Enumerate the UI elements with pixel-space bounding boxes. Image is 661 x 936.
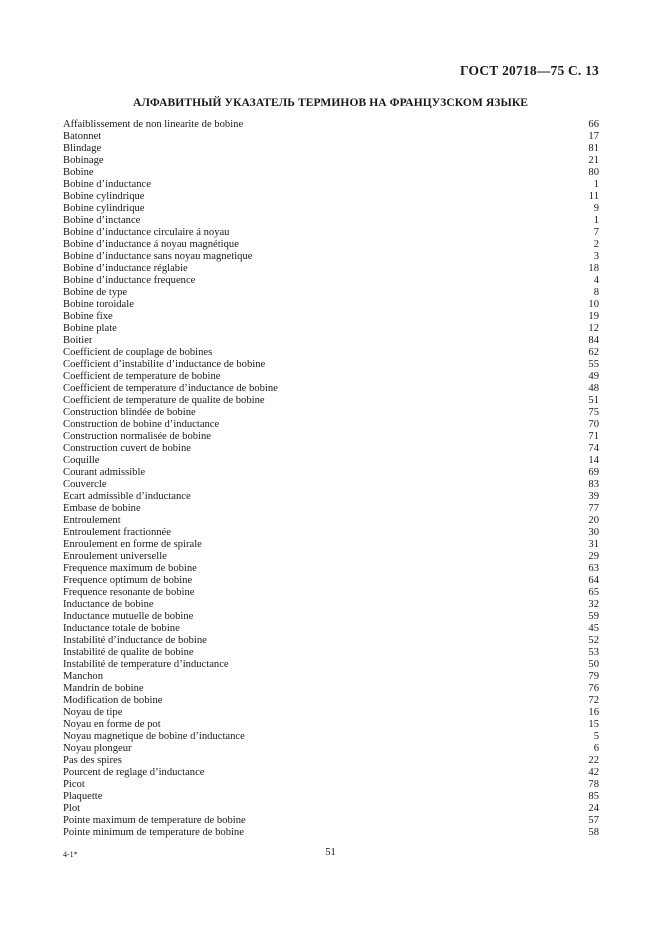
index-term-number: 29 bbox=[588, 551, 599, 562]
index-term: Enroulement universelle bbox=[63, 551, 167, 562]
index-entry bbox=[63, 659, 599, 671]
index-term: Bobine bbox=[63, 167, 94, 178]
index-term: Noyau plongeur bbox=[63, 743, 132, 754]
index-term: Bobine d’inctance bbox=[63, 215, 141, 226]
index-term: Ecart admissible d’inductance bbox=[63, 491, 191, 502]
index-term-number: 31 bbox=[588, 539, 599, 550]
index-term-number: 76 bbox=[588, 683, 599, 694]
index-term-number: 45 bbox=[588, 623, 599, 634]
index-entry bbox=[63, 815, 599, 827]
index-term-number: 79 bbox=[588, 671, 599, 682]
index-entry bbox=[63, 167, 599, 179]
index-term: Construction cuvert de bobine bbox=[63, 443, 191, 454]
index-term: Bobine de type bbox=[63, 287, 128, 298]
index-term: Plaquette bbox=[63, 791, 103, 802]
index-term: Noyau de tipe bbox=[63, 707, 123, 718]
index-term: Coefficient d’instabilite d’inductance de bobine bbox=[63, 359, 266, 370]
index-term: Pourcent de reglage d’inductance bbox=[63, 767, 205, 778]
index-entry bbox=[63, 299, 599, 311]
index-term: Embase de bobine bbox=[63, 503, 141, 514]
index-entry bbox=[63, 743, 599, 755]
index-term: Frequence maximum de bobine bbox=[63, 563, 197, 574]
index-term: Bobine d’inductance circulaire á noyau bbox=[63, 227, 230, 238]
index-entry bbox=[63, 683, 599, 695]
index-term-number: 83 bbox=[588, 479, 599, 490]
index-term-number: 24 bbox=[588, 803, 599, 814]
index-entry bbox=[63, 227, 599, 239]
index-entry bbox=[63, 119, 599, 131]
index-term: Bobine d’inductance frequence bbox=[63, 275, 196, 286]
index-term-number: 49 bbox=[588, 371, 599, 382]
index-term: Inductance mutuelle de bobine bbox=[63, 611, 194, 622]
index-term-number: 30 bbox=[588, 527, 599, 538]
index-entry bbox=[63, 431, 599, 443]
index-term: Instabilité d’inductance de bobine bbox=[63, 635, 207, 646]
index-term: Enroulement en forme de spirale bbox=[63, 539, 202, 550]
index-entry bbox=[63, 767, 599, 779]
index-term-number: 65 bbox=[588, 587, 599, 598]
index-term: Pointe maximum de temperature de bobine bbox=[63, 815, 246, 826]
index-term-number: 15 bbox=[588, 719, 599, 730]
index-term: Bobine d’inductance réglabie bbox=[63, 263, 188, 274]
index-entry bbox=[63, 611, 599, 623]
index-term-number: 1 bbox=[593, 215, 599, 226]
index-entry bbox=[63, 551, 599, 563]
index-term-number: 66 bbox=[588, 119, 599, 130]
index-term-number: 7 bbox=[593, 227, 599, 238]
index-entry bbox=[63, 671, 599, 683]
index-term-number: 70 bbox=[588, 419, 599, 430]
index-term-number: 72 bbox=[588, 695, 599, 706]
index-term-number: 22 bbox=[588, 755, 599, 766]
index-term-number: 78 bbox=[588, 779, 599, 790]
index-term: Inductance de bobine bbox=[63, 599, 154, 610]
index-entry bbox=[63, 371, 599, 383]
index-term: Construction normalisée de bobine bbox=[63, 431, 211, 442]
index-term-number: 21 bbox=[588, 155, 599, 166]
index-term: Bobine toroidale bbox=[63, 299, 134, 310]
index-term-number: 17 bbox=[588, 131, 599, 142]
index-entry bbox=[63, 491, 599, 503]
index-term: Coquille bbox=[63, 455, 100, 466]
index-term: Coefficient de temperature d’inductance de bobine bbox=[63, 383, 278, 394]
index-term-number: 51 bbox=[588, 395, 599, 406]
index-term: Blindage bbox=[63, 143, 102, 154]
index-term-number: 4 bbox=[593, 275, 599, 286]
index-entry bbox=[63, 575, 599, 587]
index-term: Pointe minimum de temperature de bobine bbox=[63, 827, 244, 838]
index-entry bbox=[63, 803, 599, 815]
index-term-number: 75 bbox=[588, 407, 599, 418]
index-term: Coefficient de temperature de qualite de bobine bbox=[63, 395, 265, 406]
index-term: Courant admissible bbox=[63, 467, 146, 478]
index-term: Entroulement bbox=[63, 515, 121, 526]
index-entry bbox=[63, 383, 599, 395]
index-entry bbox=[63, 251, 599, 263]
index-term: Bobine cylindrique bbox=[63, 203, 145, 214]
page-title: АЛФАВИТНЫЙ УКАЗАТЕЛЬ ТЕРМИНОВ НА ФРАНЦУЗСКОМ ЯЗЫКЕ bbox=[132, 97, 529, 109]
index-entry bbox=[63, 587, 599, 599]
index-term-number: 71 bbox=[588, 431, 599, 442]
index-entry bbox=[63, 599, 599, 611]
index-entry bbox=[63, 179, 599, 191]
index-term: Inductance totale de bobine bbox=[63, 623, 180, 634]
page-number: 51 bbox=[325, 847, 336, 858]
index-term-number: 81 bbox=[588, 143, 599, 154]
index-entry bbox=[63, 695, 599, 707]
index-term: Bobinage bbox=[63, 155, 104, 166]
index-term: Frequence resonante de bobine bbox=[63, 587, 195, 598]
index-entry bbox=[63, 407, 599, 419]
index-term-number: 55 bbox=[588, 359, 599, 370]
index-entry bbox=[63, 455, 599, 467]
index-term-number: 62 bbox=[588, 347, 599, 358]
index-entry bbox=[63, 779, 599, 791]
index-term-number: 53 bbox=[588, 647, 599, 658]
index-entry bbox=[63, 527, 599, 539]
index-term-number: 32 bbox=[588, 599, 599, 610]
index-term-number: 12 bbox=[588, 323, 599, 334]
index-term-number: 19 bbox=[588, 311, 599, 322]
index-entry bbox=[63, 191, 599, 203]
index-term: Mandrin de bobine bbox=[63, 683, 144, 694]
index-term-number: 63 bbox=[588, 563, 599, 574]
index-term: Affaiblissement de non linearite de bobine bbox=[63, 119, 244, 130]
index-entry bbox=[63, 287, 599, 299]
index-term-number: 3 bbox=[593, 251, 599, 262]
index-entry bbox=[63, 203, 599, 215]
index-entry bbox=[63, 791, 599, 803]
index-entry bbox=[63, 131, 599, 143]
index-term-number: 42 bbox=[588, 767, 599, 778]
index-entry bbox=[63, 419, 599, 431]
index-term-number: 8 bbox=[593, 287, 599, 298]
page-header: ГОСТ 20718—75 С. 13 bbox=[460, 63, 599, 78]
index-entry bbox=[63, 479, 599, 491]
index-term: Boitier bbox=[63, 335, 93, 346]
index-term-number: 58 bbox=[588, 827, 599, 838]
index-entry bbox=[63, 239, 599, 251]
index-term: Instabilité de qualite de bobine bbox=[63, 647, 194, 658]
index-term-number: 9 bbox=[593, 203, 599, 214]
index-term: Coefficient de couplage de bobines bbox=[63, 347, 213, 358]
index-term-number: 20 bbox=[588, 515, 599, 526]
index-term-number: 39 bbox=[588, 491, 599, 502]
index-term: Bobine d’inductance bbox=[63, 179, 151, 190]
term-index-list bbox=[63, 119, 599, 839]
index-term: Bobine plate bbox=[63, 323, 117, 334]
index-term: Couvercle bbox=[63, 479, 107, 490]
index-term: Batonnet bbox=[63, 131, 102, 142]
index-term: Bobine fixe bbox=[63, 311, 113, 322]
index-entry bbox=[63, 311, 599, 323]
index-term: Construction blindée de bobine bbox=[63, 407, 196, 418]
index-term: Entroulement fractionnée bbox=[63, 527, 171, 538]
index-entry bbox=[63, 263, 599, 275]
index-term-number: 69 bbox=[588, 467, 599, 478]
index-term-number: 6 bbox=[593, 743, 599, 754]
index-entry bbox=[63, 827, 599, 839]
index-entry bbox=[63, 335, 599, 347]
index-term: Modification de bobine bbox=[63, 695, 163, 706]
index-entry bbox=[63, 395, 599, 407]
index-entry bbox=[63, 647, 599, 659]
index-term-number: 50 bbox=[588, 659, 599, 670]
index-term: Construction de bobine d’inductance bbox=[63, 419, 220, 430]
printer-signature: 4-1* bbox=[63, 850, 78, 859]
index-term-number: 84 bbox=[588, 335, 599, 346]
index-term-number: 77 bbox=[588, 503, 599, 514]
index-entry bbox=[63, 275, 599, 287]
index-entry bbox=[63, 467, 599, 479]
index-term-number: 5 bbox=[593, 731, 599, 742]
index-term: Manchon bbox=[63, 671, 104, 682]
index-term-number: 48 bbox=[588, 383, 599, 394]
index-term: Picot bbox=[63, 779, 85, 790]
index-term-number: 14 bbox=[588, 455, 599, 466]
index-entry bbox=[63, 323, 599, 335]
index-term-number: 80 bbox=[588, 167, 599, 178]
index-entry bbox=[63, 443, 599, 455]
index-entry bbox=[63, 347, 599, 359]
index-entry bbox=[63, 731, 599, 743]
index-entry bbox=[63, 515, 599, 527]
index-term-number: 52 bbox=[588, 635, 599, 646]
index-term-number: 57 bbox=[588, 815, 599, 826]
index-term-number: 64 bbox=[588, 575, 599, 586]
index-term: Bobine d’inductance sans noyau magnetique bbox=[63, 251, 253, 262]
index-term-number: 2 bbox=[593, 239, 599, 250]
index-entry bbox=[63, 707, 599, 719]
index-term: Frequence optimum de bobine bbox=[63, 575, 193, 586]
index-entry bbox=[63, 623, 599, 635]
index-entry bbox=[63, 563, 599, 575]
index-entry bbox=[63, 143, 599, 155]
index-term-number: 16 bbox=[588, 707, 599, 718]
index-term: Instabilité de temperature d’inductance bbox=[63, 659, 229, 670]
index-term: Pas des spires bbox=[63, 755, 122, 766]
index-term-number: 85 bbox=[588, 791, 599, 802]
index-term-number: 10 bbox=[588, 299, 599, 310]
index-entry bbox=[63, 539, 599, 551]
index-entry bbox=[63, 635, 599, 647]
index-entry bbox=[63, 719, 599, 731]
index-entry bbox=[63, 359, 599, 371]
index-term: Noyau en forme de pot bbox=[63, 719, 161, 730]
index-term: Bobine cylindrique bbox=[63, 191, 145, 202]
index-term: Coefficient de temperature de bobine bbox=[63, 371, 221, 382]
index-term-number: 59 bbox=[588, 611, 599, 622]
index-term: Noyau magnetique de bobine d’inductance bbox=[63, 731, 245, 742]
index-entry bbox=[63, 503, 599, 515]
index-term-number: 11 bbox=[588, 191, 599, 202]
index-term-number: 74 bbox=[588, 443, 599, 454]
index-term-number: 1 bbox=[593, 179, 599, 190]
index-term: Plot bbox=[63, 803, 81, 814]
index-term: Bobine d’inductance á noyau magnétique bbox=[63, 239, 239, 250]
index-entry bbox=[63, 155, 599, 167]
index-entry bbox=[63, 215, 599, 227]
index-entry bbox=[63, 755, 599, 767]
index-term-number: 18 bbox=[588, 263, 599, 274]
